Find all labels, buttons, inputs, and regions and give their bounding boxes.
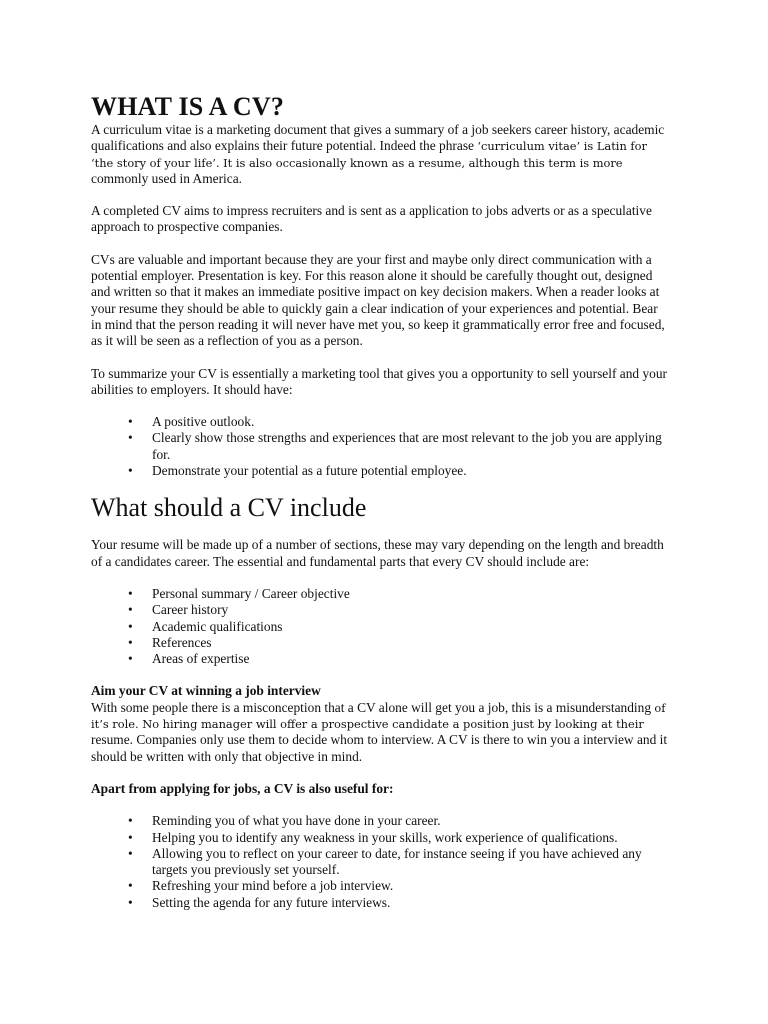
list-item: • A positive outlook. — [152, 414, 671, 430]
heading-what-is-a-cv: WHAT IS A CV? — [91, 92, 285, 121]
list-item: • References — [152, 635, 671, 651]
paragraph-misconception — [91, 700, 671, 765]
list-item: • Refreshing your mind before a job interview. — [152, 878, 671, 894]
paragraph-resume-sections: Your resume will be made up of a number of sections, these may vary depending on the length and breadth of a candidates career. The essential and fundamental parts that every CV should include are: — [91, 537, 664, 569]
list-cv-useful-for — [91, 813, 671, 911]
misconception-text-2: of it’s role. No hiring manager will offer a prospective candidate a position just by looking at their — [91, 700, 666, 732]
list-item: • Clearly show those strengths and experiences that are most relevant to the job you are applying for. — [152, 430, 671, 463]
misconception-text-1: With some people there is a misconception that a CV alone will get you a job, this is a misunderstanding — [91, 699, 655, 715]
list-item: • Academic qualifications — [152, 619, 671, 635]
subheading-aim-your-cv: Aim your CV at winning a job interview — [91, 683, 321, 699]
list-cv-parts — [91, 586, 671, 667]
intro-text-2: ‘curriculum vitae’ is Latin for ‘the story of your life’. It is also occasionally known as a resume, although this term is more — [91, 139, 647, 170]
misconception-text-3: resume. Companies only use them to decide whom to interview. A CV is there to win you a interview and it should be written with only that objective in mind. — [91, 732, 668, 764]
intro-text-1: A curriculum vitae is a marketing document that gives a summary of a job seekers career history, academic qualifications and also explains their future potential. Indeed the phrase — [91, 122, 665, 154]
list-item: • Reminding you of what you have done in your career. — [152, 813, 671, 829]
intro-paragraph — [91, 122, 671, 187]
list-item: • Allowing you to reflect on your career to date, for instance seeing if you have achieved any targets you previously set yourself. — [152, 846, 671, 879]
paragraph-completed-cv: A completed CV aims to impress recruiters and is sent as a application to jobs adverts or as a speculative approach to prospective companies. — [91, 203, 652, 235]
list-item: • Helping you to identify any weakness in your skills, work experience of qualifications. — [152, 830, 671, 846]
intro-text-3: commonly used in America. — [91, 170, 242, 186]
list-item: • Setting the agenda for any future interviews. — [152, 895, 671, 911]
list-item: • Career history — [152, 602, 671, 618]
document-page — [91, 92, 671, 911]
paragraph-summarize: To summarize your CV is essentially a marketing tool that gives you a opportunity to sell yourself and your abilities to employers. It should have: — [91, 365, 667, 397]
list-item: • Personal summary / Career objective — [152, 586, 671, 602]
list-item: • Demonstrate your potential as a future potential employee. — [152, 463, 671, 479]
list-item: • Areas of expertise — [152, 651, 671, 667]
heading-what-should-cv-include: What should a CV include — [91, 493, 367, 523]
list-cv-should-have — [91, 414, 671, 479]
subheading-apart-from-jobs: Apart from applying for jobs, a CV is also useful for: — [91, 780, 394, 796]
paragraph-cvs-valuable: CVs are valuable and important because they are your first and maybe only direct communication with a potential employer. Presentation is key. For this reason alone it should be carefully thought out, designed and written so that it makes an immediate positive impact on key decision makers. When a reader looks at your resume they should be able to quickly gain a clear indication of your experiences and potential. Bear in mind that the person reading it will never have met you, so keep it grammatically error free and focused, as it will be seen as a reflection of you as a person. — [91, 251, 665, 349]
